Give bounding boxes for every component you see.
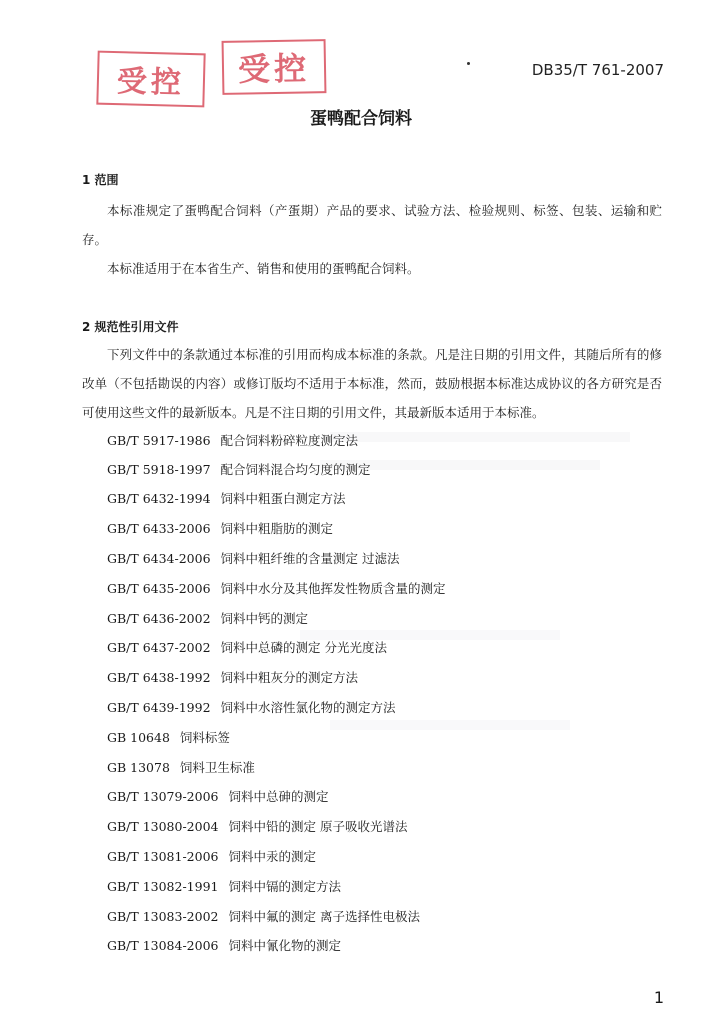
reference-code: GB/T 13084-2006 xyxy=(107,938,219,953)
reference-item xyxy=(107,907,420,925)
reference-name: 饲料中镉的测定方法 xyxy=(228,879,342,894)
reference-code: GB 13078 xyxy=(107,760,170,775)
section-heading-scope: 1 范围 xyxy=(82,173,119,187)
control-stamp: 受控 xyxy=(96,51,205,108)
reference-item xyxy=(107,847,316,865)
reference-code: GB/T 5918-1997 xyxy=(107,462,211,477)
reference-name: 饲料卫生标准 xyxy=(179,760,255,775)
reference-name: 饲料中氟的测定 离子选择性电极法 xyxy=(228,909,420,924)
reference-name: 饲料中总磷的测定 分光光度法 xyxy=(220,640,388,655)
reference-code: GB/T 13082-1991 xyxy=(107,879,219,894)
reference-item xyxy=(107,668,358,686)
reference-item xyxy=(107,431,358,449)
reference-item xyxy=(107,549,400,567)
reference-item xyxy=(107,460,371,478)
reference-name: 饲料中汞的测定 xyxy=(228,849,317,864)
reference-item xyxy=(107,638,387,656)
reference-name: 饲料中粗脂肪的测定 xyxy=(220,521,334,536)
reference-name: 饲料中粗纤维的含量测定 过滤法 xyxy=(220,551,400,566)
document-title: 蛋鸭配合饲料 xyxy=(310,109,412,129)
reference-item xyxy=(107,579,446,597)
reference-name: 饲料标签 xyxy=(179,730,230,745)
reference-code: GB/T 13081-2006 xyxy=(107,849,219,864)
show-through-texture xyxy=(330,720,570,730)
reference-code: GB/T 6433-2006 xyxy=(107,521,211,536)
reference-code: GB/T 6438-1992 xyxy=(107,670,211,685)
reference-code: GB/T 6439-1992 xyxy=(107,700,211,715)
reference-item xyxy=(107,787,329,805)
page-number: 1 xyxy=(653,988,664,1007)
references-intro-paragraph: 下列文件中的条款通过本标准的引用而构成本标准的条款。凡是注日期的引用文件，其随后所有的修改单（不包括勘误的内容）或修订版均不适用于本标准，然而，鼓励根据本标准达成协议的各方研究是否可使用这些文件的最新版本。凡是不注日期的引用文件，其最新版本适用于本标准。 xyxy=(82,347,662,420)
speck xyxy=(467,62,470,65)
reference-code: GB/T 13079-2006 xyxy=(107,789,219,804)
scope-paragraph: 本标准规定了蛋鸭配合饲料（产蛋期）产品的要求、试验方法、检验规则、标签、包装、运输和贮存。 xyxy=(82,203,662,247)
reference-item xyxy=(107,519,333,537)
reference-name: 饲料中氰化物的测定 xyxy=(228,938,342,953)
reference-code: GB 10648 xyxy=(107,730,170,745)
reference-item xyxy=(107,877,341,895)
reference-code: GB/T 13083-2002 xyxy=(107,909,219,924)
control-stamp: 受控 xyxy=(222,39,327,95)
reference-code: GB/T 5917-1986 xyxy=(107,433,211,448)
reference-name: 饲料中铅的测定 原子吸收光谱法 xyxy=(228,819,408,834)
reference-item xyxy=(107,489,346,507)
reference-name: 饲料中水分及其他挥发性物质含量的测定 xyxy=(220,581,446,596)
show-through-texture xyxy=(330,432,630,442)
reference-code: GB/T 6436-2002 xyxy=(107,611,211,626)
reference-item xyxy=(107,698,396,716)
reference-code: GB/T 6437-2002 xyxy=(107,640,211,655)
reference-code: GB/T 6434-2006 xyxy=(107,551,211,566)
reference-name: 饲料中水溶性氯化物的测定方法 xyxy=(220,700,396,715)
reference-code: GB/T 6435-2006 xyxy=(107,581,211,596)
scope-paragraph: 本标准适用于在本省生产、销售和使用的蛋鸭配合饲料。 xyxy=(107,261,420,276)
standard-number: DB35/T 761-2007 xyxy=(531,61,664,79)
reference-name: 饲料中粗蛋白测定方法 xyxy=(220,491,346,506)
reference-item xyxy=(107,609,308,627)
reference-name: 饲料中粗灰分的测定方法 xyxy=(220,670,359,685)
section-heading-references: 2 规范性引用文件 xyxy=(82,320,179,334)
reference-name: 配合饲料粉碎粒度测定法 xyxy=(220,433,359,448)
reference-item xyxy=(107,817,407,835)
reference-name: 饲料中总砷的测定 xyxy=(228,789,329,804)
reference-name: 配合饲料混合均匀度的测定 xyxy=(220,462,371,477)
reference-item xyxy=(107,758,255,776)
reference-code: GB/T 6432-1994 xyxy=(107,491,211,506)
reference-code: GB/T 13080-2004 xyxy=(107,819,219,834)
reference-item xyxy=(107,728,230,746)
reference-item xyxy=(107,936,341,954)
reference-name: 饲料中钙的测定 xyxy=(220,611,309,626)
